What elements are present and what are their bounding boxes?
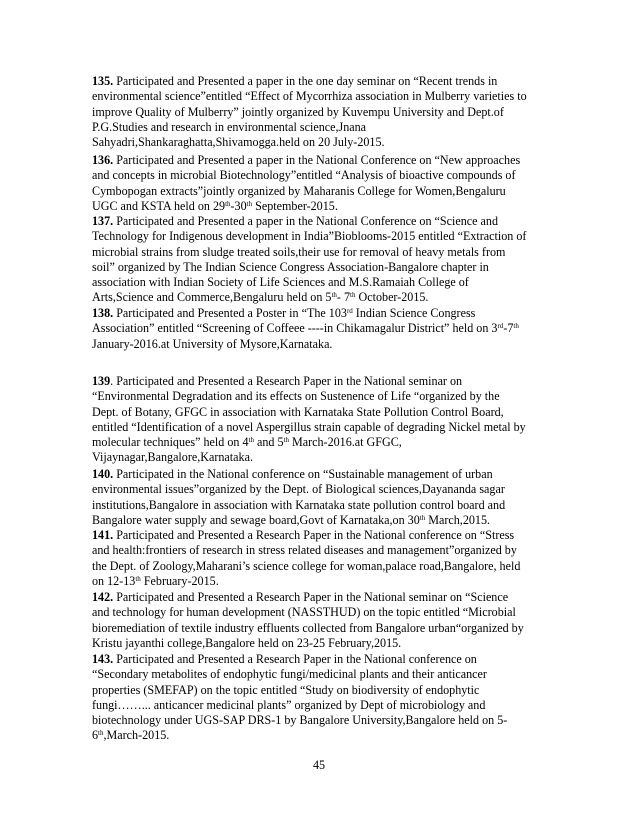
entry-number: 140. [92, 467, 114, 481]
entry-text: Indian Science Congress [352, 306, 476, 320]
entry-line [92, 728, 552, 743]
entry-line [92, 667, 552, 682]
entry-line [92, 652, 552, 667]
entry-line [92, 636, 552, 651]
entry-line [92, 498, 552, 513]
entry-number: 139 [92, 374, 111, 388]
superscript: th [419, 513, 426, 522]
entry-line [92, 420, 552, 435]
superscript: th [98, 729, 104, 738]
entry-text: Sahyadri,Shankaraghatta,Shivamogga.held on 20 July-2015. [92, 135, 385, 150]
entry-number: 137. [92, 214, 114, 228]
entry-141 [92, 528, 552, 589]
entry-line [92, 405, 552, 420]
entry-line [92, 214, 552, 229]
entry-text: March-2016.at GFGC, [288, 435, 402, 450]
entry-number: 138. [92, 306, 114, 320]
entry-text: environmental issues”organized by the Dept. of Biological sciences,Dayananda sagar [92, 482, 505, 497]
entry-line [92, 275, 552, 290]
entry-line [92, 306, 552, 321]
entry-line [92, 105, 552, 120]
entry-135 [92, 74, 552, 150]
superscript: th [135, 574, 141, 583]
entry-text: Participated and Presented a Poster in “The 103 [116, 306, 347, 320]
entry-line [92, 153, 552, 168]
entry-text: Technology for Indigenous development in India”Bioblooms-2015 entitled “Extraction of [92, 229, 527, 244]
entry-text: Kristu jayanthi college,Bangalore held on 23-25 February,2015. [92, 635, 402, 650]
entry-text: entitled “Identification of a novel Aspergillus strain capable of degrading Nickel metal by [92, 419, 526, 434]
superscript: rd [346, 307, 353, 315]
entry-text: institutions,Bangalore in association with Karnataka state pollution control board and [92, 497, 506, 512]
entry-number: 142. [92, 590, 114, 604]
entry-line [92, 321, 552, 336]
entry-number: 135. [92, 74, 114, 88]
entry-line [92, 467, 552, 482]
entry-140 [92, 467, 552, 528]
entry-line [92, 120, 552, 135]
entry-text: Participated and Presented a paper in the National Conference on “Science and [116, 214, 499, 228]
entry-text: P.G.Studies and research in environmental science,Jnana [92, 119, 367, 134]
entry-136 [92, 153, 552, 214]
entry-text: and concepts in microbial Biotechnology”entitled “Analysis of bioactive compounds of [92, 168, 516, 183]
entry-text: Dept. of Botany, GFGC in association with Karnataka State Pollution Control Board, [92, 404, 504, 419]
entry-line [92, 168, 552, 183]
entry-text: association with Indian Society of Life Sciences and M.S.Ramaiah College of [92, 275, 469, 290]
entry-line [92, 713, 552, 728]
entry-line [92, 683, 552, 698]
entry-line [92, 450, 552, 465]
entry-line [92, 135, 552, 150]
page-number: 45 [312, 758, 326, 772]
entry-text: September-2015. [252, 198, 338, 213]
entry-text: . Participated and Presented a Research Paper in the National seminar on [110, 374, 463, 388]
entry-text: properties (SMEFAP) on the topic entitled “Study on biodiversity of endophytic [92, 682, 480, 697]
entry-text: Participated and Presented a Research Paper in the National conference on “Stress [116, 528, 515, 542]
entry-text: and 5 [253, 435, 284, 450]
entry-text: January-2016.at University of Mysore,Karnataka. [92, 336, 333, 351]
entry-line [92, 89, 552, 104]
superscript: th [225, 199, 231, 208]
entry-line [92, 621, 552, 636]
entry-line [92, 528, 552, 543]
entry-line [92, 74, 552, 89]
entry-text: molecular techniques” held on 4 [92, 435, 249, 450]
entry-line [92, 229, 552, 244]
entry-line [92, 605, 552, 620]
superscript: th [331, 291, 337, 300]
entry-number: 141. [92, 528, 114, 542]
entry-line [92, 245, 552, 260]
entry-line [92, 574, 552, 589]
entry-text: - 7 [336, 290, 351, 305]
entry-text: UGC and KSTA held on 29 [92, 198, 226, 213]
entry-text: -7 [503, 321, 514, 336]
entry-line [92, 543, 552, 558]
entry-line [92, 389, 552, 404]
entry-line [92, 290, 552, 305]
entry-text: Participated and Presented a paper in the National Conference on “New approaches [116, 153, 521, 167]
entry-text: environmental science”entitled “Effect of Mycorrhiza association in Mulberry varieties to [92, 89, 527, 104]
entry-text: Participated and Presented a Research Paper in the National seminar on “Science [116, 590, 509, 604]
entry-text: Association” entitled “Screening of Coffeee ----in Chikamagalur District” held on 3 [92, 321, 498, 336]
entry-143 [92, 652, 552, 744]
entry-line [92, 260, 552, 275]
entry-text: improve Quality of Mulberry” jointly organized by Kuvempu University and Dept.of [92, 104, 504, 119]
entry-line [92, 698, 552, 713]
entry-line [92, 184, 552, 199]
entry-text: biotechnology under UGS-SAP DRS-1 by Bangalore University,Bangalore held on 5- [92, 713, 508, 728]
superscript: th [246, 199, 253, 208]
entry-text: Bangalore water supply and sewage board,Govt of Karnataka,on 30 [92, 512, 420, 527]
entry-text: ,March-2015. [103, 728, 170, 743]
superscript: th [283, 436, 289, 445]
entry-text: and technology for human development (NASSTHUD) on the topic entitled “Microbial [92, 605, 516, 620]
superscript: th [248, 436, 254, 445]
entry-line [92, 513, 552, 528]
superscript: rd [497, 322, 504, 331]
entry-text: microbial strains from sludge treated soils,their use for removal of heavy metals from [92, 244, 506, 259]
entry-137 [92, 214, 552, 306]
entry-text: soil” organized by The Indian Science Congress Association-Bangalore chapter in [92, 259, 489, 274]
entry-text: March,2015. [425, 512, 491, 527]
entry-line [92, 482, 552, 497]
entry-text: on 12-13 [92, 573, 136, 588]
entry-text: Participated and Presented a paper in the one day seminar on “Recent trends in [116, 74, 498, 88]
entry-138 [92, 306, 552, 352]
entry-text: Arts,Science and Commerce,Bengaluru held on 5 [92, 290, 332, 305]
entry-text: the Dept. of Zoology,Maharani’s science college for woman,palace road,Bangalore, held [92, 558, 521, 573]
entry-number: 143. [92, 652, 114, 666]
entry-139 [92, 374, 552, 466]
entry-text: February-2015. [140, 573, 219, 588]
entry-text: and health:frontiers of research in stress related diseases and management”organized by [92, 543, 517, 558]
entry-text: -30 [230, 198, 247, 213]
entry-line [92, 374, 552, 389]
entry-line [92, 337, 552, 352]
entry-text: 6 [92, 728, 99, 743]
superscript: th [513, 322, 519, 331]
entry-text: Cymbopogan extracts”jointly organized by Maharanis College for Women,Bengaluru [92, 183, 506, 198]
entry-text: Vijaynagar,Bangalore,Karnataka. [92, 450, 253, 465]
entry-text: fungi……... anticancer medicinal plants” organized by Dept of microbiology and [92, 697, 486, 712]
entry-text: bioremediation of textile industry effluents collected from Bangalore urban“organized by [92, 620, 524, 635]
superscript: th [350, 291, 356, 300]
entry-line [92, 435, 552, 450]
entry-text: “Secondary metabolites of endophytic fungi/medicinal plants and their anticancer [92, 667, 487, 682]
entry-text: Participated and Presented a Research Paper in the National conference on [116, 652, 477, 666]
entry-142 [92, 590, 552, 651]
entry-text: October-2015. [355, 290, 429, 305]
entry-line [92, 199, 552, 214]
entry-number: 136. [92, 153, 114, 167]
entry-line [92, 590, 552, 605]
entry-text: Participated in the National conference on “Sustainable management of urban [116, 467, 493, 481]
entry-text: “Environmental Degradation and its effects on Sustenence of Life “organized by the [92, 389, 500, 404]
entry-line [92, 559, 552, 574]
